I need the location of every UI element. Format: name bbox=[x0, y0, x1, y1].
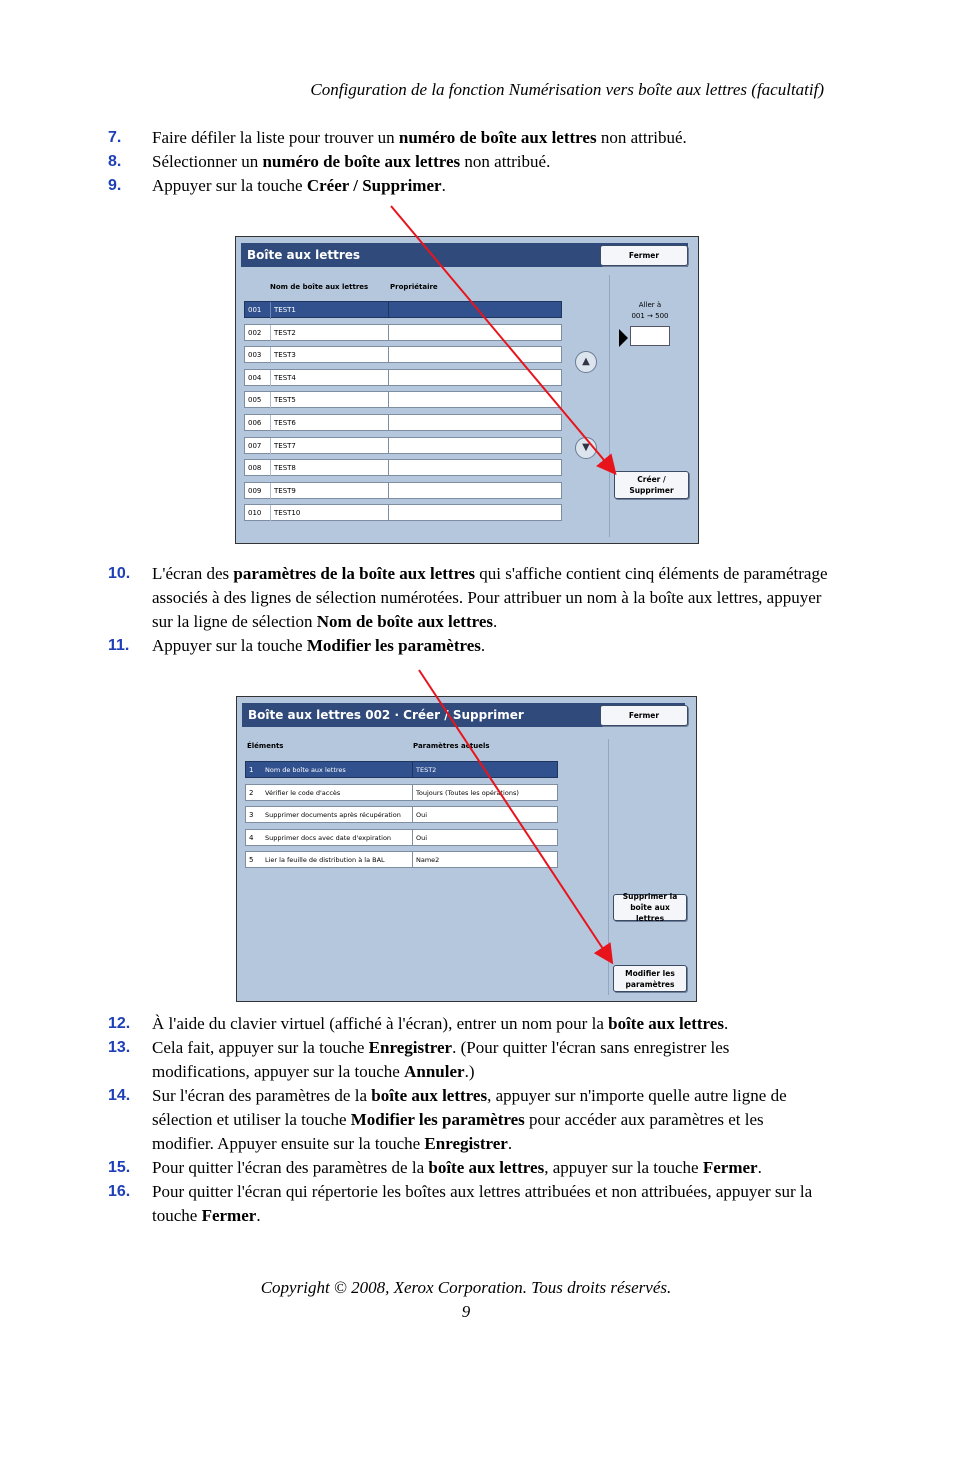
step-text: pour accéder aux paramètres et les modifier. Appuyer ensuite sur la touche bbox=[152, 1110, 764, 1153]
step-text: qui s'affiche contient cinq éléments de paramétrage associés à des lignes de sélection numérotées. Pour attribuer un nom à la boîte aux lettres, appuyer sur la ligne de sélection bbox=[152, 564, 828, 631]
step-text: . bbox=[441, 176, 446, 195]
mailbox-number: 006 bbox=[245, 415, 271, 432]
setting-value-cell: TEST2 bbox=[412, 761, 558, 778]
screen-title-text: Boîte aux lettres 002 · Créer / Supprimer bbox=[248, 708, 524, 722]
step-emphasis: Fermer bbox=[201, 1206, 257, 1225]
step-emphasis: Annuler bbox=[404, 1062, 465, 1081]
mailbox-name: TEST9 bbox=[274, 486, 296, 495]
step-emphasis: boîte aux lettres bbox=[371, 1086, 488, 1105]
setting-number: 2 bbox=[249, 788, 254, 797]
mailbox-number: 010 bbox=[245, 505, 271, 522]
mailbox-name: TEST6 bbox=[274, 419, 296, 427]
create-delete-button[interactable]: Créer / Supprimer bbox=[614, 471, 689, 499]
step-emphasis: Modifier les paramètres bbox=[306, 636, 481, 655]
step-number: 15. bbox=[108, 1159, 131, 1176]
mailbox-number: 009 bbox=[245, 483, 271, 500]
mailbox-number: 005 bbox=[245, 392, 271, 409]
mailbox-number: 007 bbox=[245, 438, 271, 455]
step-emphasis: Fermer bbox=[702, 1158, 758, 1177]
scroll-down-button[interactable]: ▼ bbox=[575, 437, 597, 459]
step-text: Sur l'écran des paramètres de la bbox=[152, 1086, 372, 1105]
goto-label: Aller à bbox=[638, 301, 662, 309]
step-text: . bbox=[723, 1014, 729, 1033]
setting-number: 3 bbox=[249, 811, 254, 820]
step-emphasis: Nom de boîte aux lettres bbox=[316, 612, 494, 631]
setting-name: Supprimer docs avec date d'expiration bbox=[265, 833, 392, 842]
column-header-name: Nom de boîte aux lettres bbox=[270, 283, 369, 291]
setting-value-cell: Oui bbox=[412, 829, 558, 846]
page-number: 9 bbox=[461, 1302, 471, 1321]
step-text: non attribué. bbox=[596, 128, 687, 147]
setting-name: Vérifier le code d'accès bbox=[265, 788, 341, 797]
step-text: À l'aide du clavier virtuel (affiché à l'écran), entrer un nom pour la bbox=[152, 1014, 609, 1033]
setting-name: Nom de boîte aux lettres bbox=[265, 766, 346, 774]
mailbox-name: TEST10 bbox=[274, 509, 301, 518]
step-text: Sélectionner un bbox=[152, 152, 263, 171]
step-text: Appuyer sur la touche bbox=[152, 636, 307, 655]
mailbox-name: TEST3 bbox=[274, 351, 296, 360]
step-text: L'écran des bbox=[152, 564, 234, 583]
mailbox-name: TEST8 bbox=[274, 464, 296, 473]
step-text: .) bbox=[464, 1062, 475, 1081]
setting-name: Lier la feuille de distribution à la BAL bbox=[265, 856, 385, 865]
scroll-up-button[interactable]: ▲ bbox=[575, 351, 597, 373]
mailbox-number: 002 bbox=[245, 325, 271, 342]
running-header: Configuration de la fonction Numérisation vers boîte aux lettres (facultatif) bbox=[310, 80, 824, 99]
close-button[interactable]: Fermer bbox=[600, 245, 688, 266]
step-emphasis: Enregistrer bbox=[368, 1038, 453, 1057]
setting-number: 1 bbox=[249, 766, 254, 774]
step-text: Cela fait, appuyer sur la touche bbox=[152, 1038, 369, 1057]
mailbox-name: TEST7 bbox=[274, 441, 296, 450]
setting-number: 5 bbox=[249, 856, 254, 865]
step-emphasis: boîte aux lettres bbox=[428, 1158, 545, 1177]
column-header-owner: Propriétaire bbox=[390, 283, 438, 291]
step-text: . bbox=[256, 1206, 261, 1225]
step-emphasis: numéro de boîte aux lettres bbox=[398, 128, 597, 147]
screen-title-text: Boîte aux lettres bbox=[247, 248, 361, 262]
arrow-to-create-delete bbox=[391, 206, 614, 472]
step-emphasis: Créer / Supprimer bbox=[306, 176, 442, 195]
mailbox-name: TEST4 bbox=[274, 373, 296, 382]
step-number: 14. bbox=[108, 1087, 131, 1104]
step-text: non attribué. bbox=[460, 152, 551, 171]
close-button[interactable]: Fermer bbox=[600, 705, 688, 726]
step-emphasis: Enregistrer bbox=[424, 1134, 508, 1153]
mailbox-number: 001 bbox=[245, 302, 271, 319]
column-header-items: Éléments bbox=[247, 742, 284, 750]
step-number: 11. bbox=[108, 637, 130, 654]
mailbox-name: TEST5 bbox=[274, 396, 296, 405]
step-text: Pour quitter l'écran des paramètres de la bbox=[152, 1158, 429, 1177]
step-number: 7. bbox=[108, 129, 122, 146]
step-text: , appuyer sur n'importe quelle autre ligne de sélection et utiliser la touche bbox=[152, 1086, 787, 1129]
step-text: . bbox=[757, 1158, 762, 1177]
step-emphasis: numéro de boîte aux lettres bbox=[262, 152, 461, 171]
mailbox-number: 008 bbox=[245, 460, 271, 477]
step-emphasis: boîte aux lettres bbox=[608, 1014, 724, 1033]
setting-value-cell: Name2 bbox=[412, 851, 558, 868]
mailbox-number: 004 bbox=[245, 370, 271, 387]
step-number: 10. bbox=[108, 565, 131, 582]
setting-name: Supprimer documents après récupération bbox=[265, 811, 401, 820]
mailbox-name: TEST1 bbox=[274, 306, 296, 314]
step-text: . bbox=[493, 612, 498, 631]
modify-settings-button[interactable]: Modifier les paramètres bbox=[613, 965, 687, 992]
step-text: . bbox=[507, 1134, 513, 1153]
step-text: Faire défiler la liste pour trouver un bbox=[152, 128, 399, 147]
goto-range: 001 → 500 bbox=[631, 312, 669, 320]
step-number: 16. bbox=[108, 1183, 131, 1200]
copyright-text: Copyright © 2008, Xerox Corporation. Tous droits réservés. bbox=[260, 1278, 672, 1297]
arrow-to-modify-settings bbox=[419, 670, 611, 961]
step-text: , appuyer sur la touche bbox=[544, 1158, 703, 1177]
setting-number: 4 bbox=[249, 833, 254, 842]
delete-mailbox-button[interactable]: Supprimer la boîte aux lettres bbox=[613, 894, 687, 921]
mailbox-number: 003 bbox=[245, 347, 271, 364]
step-text: . bbox=[480, 636, 486, 655]
step-number: 13. bbox=[108, 1039, 131, 1056]
step-number: 12. bbox=[108, 1015, 131, 1032]
step-number: 8. bbox=[108, 153, 122, 170]
mailbox-name: TEST2 bbox=[274, 328, 296, 337]
setting-value-cell: Oui bbox=[412, 806, 558, 823]
step-number: 9. bbox=[108, 177, 122, 194]
step-emphasis: Modifier les paramètres bbox=[350, 1110, 525, 1129]
step-text: Pour quitter l'écran qui répertorie les boîtes aux lettres attribuées et non attribuées, appuyer sur la touche bbox=[152, 1182, 813, 1225]
column-header-current: Paramètres actuels bbox=[413, 742, 490, 750]
step-text: Appuyer sur la touche bbox=[152, 176, 307, 195]
setting-value-cell: Toujours (Toutes les opérations) bbox=[412, 784, 558, 801]
step-text: . (Pour quitter l'écran sans enregistrer les modifications, appuyer sur la touche bbox=[152, 1038, 730, 1081]
step-emphasis: paramètres de la boîte aux lettres bbox=[233, 564, 475, 583]
